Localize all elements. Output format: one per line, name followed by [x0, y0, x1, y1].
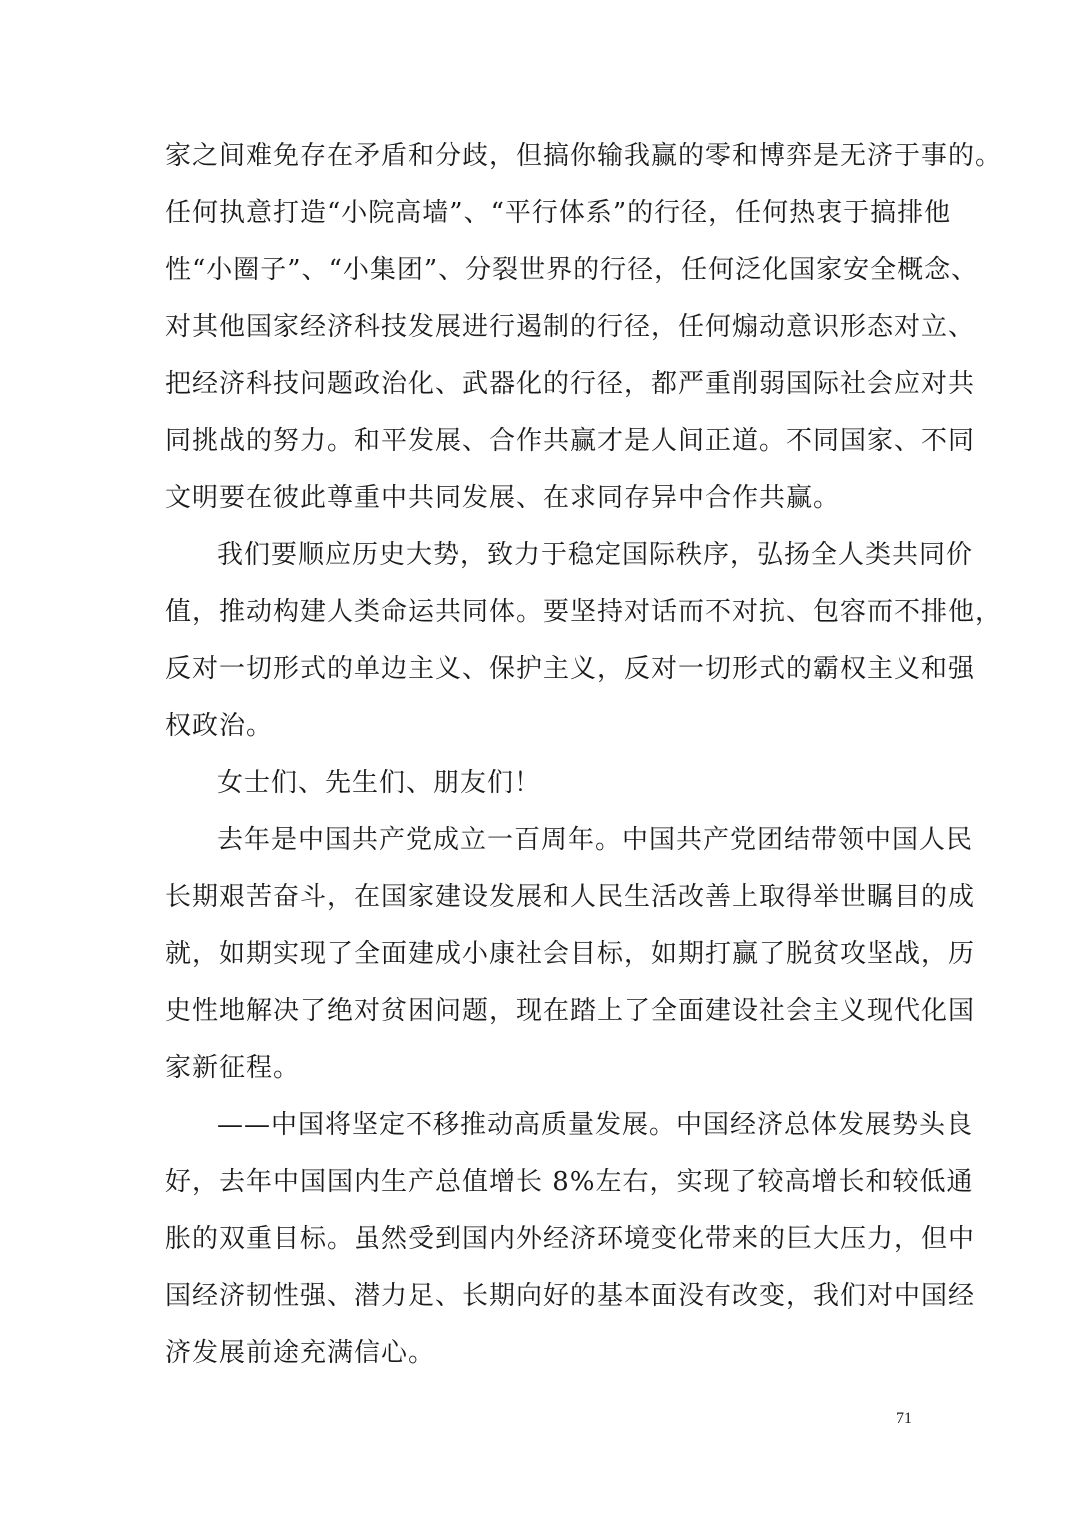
text-line: 任何执意打造“小院高墙”、“平行体系”的行径，任何热衷于搞排他	[165, 198, 952, 228]
text-line: 胀的双重目标。虽然受到国内外经济环境变化带来的巨大压力，但中	[165, 1224, 976, 1254]
page-number: 71	[896, 1410, 912, 1427]
text-line: 史性地解决了绝对贫困问题，现在踏上了全面建设社会主义现代化国	[165, 996, 976, 1026]
text-line: 对其他国家经济科技发展进行遏制的行径，任何煽动意识形态对立、	[165, 312, 976, 342]
text-line: 就，如期实现了全面建成小康社会目标，如期打赢了脱贫攻坚战，历	[165, 939, 976, 969]
text-line: 家之间难免存在矛盾和分歧，但搞你输我赢的零和博弈是无济于事的。	[165, 141, 1003, 171]
text-line: 家新征程。	[165, 1053, 301, 1083]
text-line: 好，去年中国国内生产总值增长 8%左右，实现了较高增长和较低通	[165, 1167, 974, 1197]
text-line: 同挑战的努力。和平发展、合作共赢才是人间正道。不同国家、不同	[165, 426, 976, 456]
text-line: 国经济韧性强、潜力足、长期向好的基本面没有改变，我们对中国经	[165, 1281, 976, 1311]
text-line: 反对一切形式的单边主义、保护主义，反对一切形式的霸权主义和强	[165, 654, 976, 684]
text-line: 权政治。	[165, 711, 274, 741]
text-line: 性“小圈子”、“小集团”、分裂世界的行径，任何泛化国家安全概念、	[165, 255, 979, 285]
text-line: 把经济科技问题政治化、武器化的行径，都严重削弱国际社会应对共	[165, 369, 976, 399]
text-line: 值，推动构建人类命运共同体。要坚持对话而不对抗、包容而不排他，	[165, 597, 1003, 627]
text-line: 文明要在彼此尊重中共同发展、在求同存异中合作共赢。	[165, 483, 841, 513]
body-text	[165, 128, 1003, 1382]
paragraph-first-line: 我们要顺应历史大势，致力于稳定国际秩序，弘扬全人类共同价	[217, 540, 974, 570]
salutation-line: 女士们、先生们、朋友们！	[217, 768, 542, 798]
text-line: 济发展前途充满信心。	[165, 1338, 436, 1368]
text-line: 长期艰苦奋斗，在国家建设发展和人民生活改善上取得举世瞩目的成	[165, 882, 976, 912]
paragraph-first-line: 去年是中国共产党成立一百周年。中国共产党团结带领中国人民	[217, 825, 974, 855]
paragraph-first-line: ——中国将坚定不移推动高质量发展。中国经济总体发展势头良	[217, 1110, 974, 1140]
